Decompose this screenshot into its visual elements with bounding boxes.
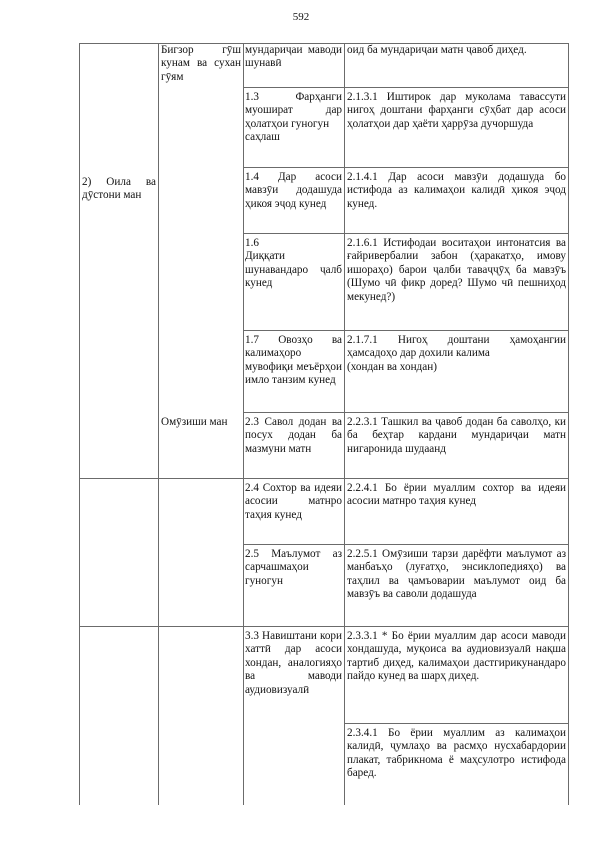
- skill-cell: 1.6 Диққати шунавандаро ҷалб кунед: [245, 237, 342, 290]
- objective-cell: 2.3.3.1 * Бо ёрии муаллим дар асоси маводи хондашуда, муқоиса ва аудиовизуалӣ нақша тартиб диҳед, калимаҳои дастгирикунандаро пайдо кунед ва шарҳ диҳед.: [347, 630, 566, 683]
- row-divider: [243, 87, 569, 88]
- skill-cell: мундариҷаи маводи шунавӣ: [245, 44, 342, 70]
- objective-cell: 2.1.6.1 Истифодаи воситаҳои интонатсия ва ғайривербалии забон (ҳаракатҳо, имову ишораҳо) барои ҷалби таваҷҷӯҳ ба мавзӯъ (Шумо чӣ фикр доред? Шумо чӣ пешниҳод мекунед?): [347, 237, 566, 303]
- objective-cell: оид ба мундариҷаи матн ҷавоб диҳед.: [347, 44, 527, 56]
- subsection-title: Бигзор гӯш кунам ва сухан гӯям: [161, 44, 241, 83]
- row-divider: [79, 478, 569, 479]
- skill-cell: 2.3 Савол додан ва посух додан ба мазмуни матн: [245, 416, 342, 455]
- objective-cell: 2.2.3.1 Ташкил ва ҷавоб додан ба саволҳо, ки ба беҳтар кардани мундариҷаи матн нигаронида шудаанд: [347, 416, 566, 455]
- row-divider: [243, 330, 569, 331]
- subsection-title: Омӯзиши ман: [161, 416, 228, 428]
- skill-cell: 2.4 Сохтор ва идеяи асосии матнро таҳия кунед: [245, 482, 342, 521]
- objective-cell: 2.3.4.1 Бо ёрии муаллим аз калимаҳои калидӣ, ҷумлаҳо ва расмҳо нусхабардории плакат, табрикнома ё маҳсулотро истифода баред.: [347, 727, 566, 780]
- objective-cell: 2.1.7.1 Нигоҳ доштани ҳамоҳангии ҳамсадоҳо дар дохили калима (хондан ва хондан): [347, 334, 566, 373]
- objective-cell: 2.1.4.1 Дар асоси мавзӯи додашуда бо истифода аз калимаҳои калидӣ ҳикоя эҷод кунед.: [347, 171, 566, 210]
- table-divider-col3: [243, 43, 244, 805]
- row-divider: [79, 626, 569, 627]
- section-title: 2) Оила ва дӯстони ман: [82, 176, 156, 202]
- row-divider: [243, 167, 569, 168]
- row-divider: [243, 233, 569, 234]
- skill-cell: 2.5 Маълумот аз сарчашмаҳои гуногун: [245, 548, 342, 587]
- table-divider-col4: [344, 43, 345, 805]
- skill-cell: 1.3 Фарҳанги муошират дар ҳолатҳои гуногун саҳлаш: [245, 91, 342, 144]
- row-divider: [243, 544, 569, 545]
- table-border-right: [568, 43, 569, 805]
- objective-cell: 2.1.3.1 Иштирок дар муколама тавассути нигоҳ доштани фарҳанги сӯҳбат дар асоси ҳолатҳои дар ҳаёти ҳаррӯза дучоршуда: [347, 91, 566, 130]
- skill-cell: 3.3 Навиштани кори хаттӣ дар асоси хондан, аналогияҳо ва маводи аудиовизуалӣ: [245, 630, 342, 696]
- skill-cell: 1.7 Овозҳо ва калимаҳоро мувофиқи меъёрҳои имло танзим кунед: [245, 334, 342, 387]
- skill-cell: 1.4 Дар асоси мавзӯи додашуда ҳикоя эҷод кунед: [245, 171, 342, 210]
- row-divider: [344, 723, 569, 724]
- table-border-left: [79, 43, 80, 805]
- row-divider: [243, 412, 569, 413]
- table-divider-col2: [158, 43, 159, 805]
- page-number: 592: [292, 11, 310, 23]
- objective-cell: 2.2.4.1 Бо ёрии муаллим сохтор ва идеяи асосии матнро таҳия кунед: [347, 482, 566, 508]
- objective-cell: 2.2.5.1 Омӯзиши тарзи дарёфти маълумот аз манбаъҳо (луғатҳо, энсиклопедияҳо) ва таҳлил ва ҷамъоварии маълумот оид ба мавзӯъ ва саволи додашуда: [347, 548, 566, 601]
